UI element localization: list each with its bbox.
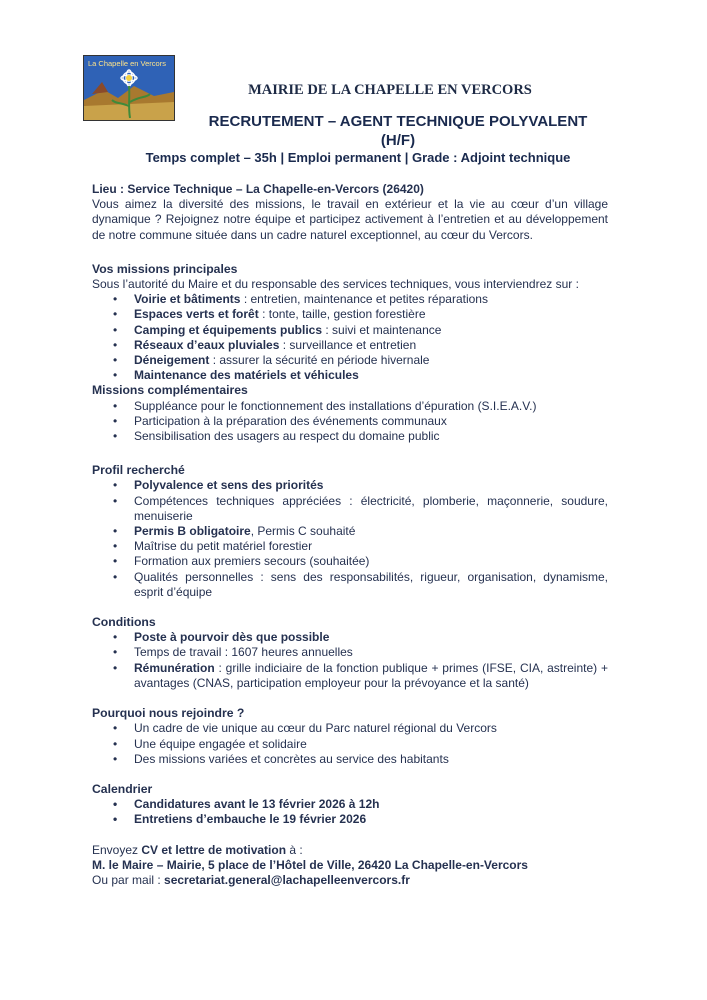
pourquoi-list [92, 721, 608, 767]
list-item: • Formation aux premiers secours (souhaitée) [92, 554, 608, 569]
list-item: • Maintenance des matériels et véhicules [92, 368, 608, 383]
email-link[interactable]: secretariat.general@lachapelleenvercors.fr [164, 872, 410, 887]
list-item: • Participation à la préparation des événements communaux [92, 414, 608, 429]
page-title [100, 112, 696, 150]
intro-paragraph: Vous aimez la diversité des missions, le travail en extérieur et la vie au cœur d’un village dynamique ? Rejoignez notre équipe et participez activement à l’entretien et au développement de notre commune située dans un cadre naturel exceptionnel, au cœur du Vercors. [92, 197, 608, 242]
conditions-heading: Conditions [92, 615, 156, 630]
complementaires-heading: Missions complémentaires [92, 383, 248, 398]
title-line-2: (H/F) [380, 132, 416, 149]
list-item: • Suppléance pour le fonctionnement des installations d’épuration (S.I.E.A.V.) [92, 399, 608, 414]
profil-heading: Profil recherché [92, 463, 185, 478]
conditions-list [92, 630, 608, 691]
pourquoi-heading: Pourquoi nous rejoindre ? [92, 706, 245, 721]
list-item: • Espaces verts et forêt : tonte, taille, gestion forestière [92, 307, 608, 322]
postal-address: M. le Maire – Mairie, 5 place de l’Hôtel de Ville, 26420 La Chapelle-en-Vercors [92, 857, 528, 872]
calendrier-heading: Calendrier [92, 781, 153, 796]
list-item: • Poste à pourvoir dès que possible [92, 630, 608, 645]
mail-line: Ou par mail : secretariat.general@lachapelleenvercors.fr [92, 872, 410, 887]
job-subtitle: Temps complet – 35h | Emploi permanent | Grade : Adjoint technique [145, 150, 571, 165]
list-item: • Qualités personnelles : sens des responsabilités, rigueur, organisation, dynamisme, esprit d’équipe [92, 570, 608, 600]
calendrier-list [92, 797, 608, 827]
list-item: • Permis B obligatoire, Permis C souhaité [92, 524, 608, 539]
list-item: • Une équipe engagée et solidaire [92, 737, 608, 752]
list-item: • Polyvalence et sens des priorités [92, 478, 608, 493]
job-offer-body [92, 182, 608, 888]
list-item: • Compétences techniques appréciées : électricité, plomberie, maçonnerie, soudure, menuiserie [92, 494, 608, 524]
list-item: • Maîtrise du petit matériel forestier [92, 539, 608, 554]
envoyez-line: Envoyez CV et lettre de motivation à : [92, 842, 303, 857]
list-item: • Sensibilisation des usagers au respect du domaine public [92, 429, 608, 444]
logo-text: La Chapelle en Vercors [88, 59, 166, 68]
profil-list [92, 478, 608, 600]
list-item: • Des missions variées et concrètes au service des habitants [92, 752, 608, 767]
list-item: • Candidatures avant le 13 février 2026 à 12h [92, 797, 608, 812]
missions-list [92, 292, 608, 383]
missions-intro: Sous l’autorité du Maire et du responsable des services techniques, vous interviendrez sur : [92, 277, 579, 292]
list-item: • Déneigement : assurer la sécurité en période hivernale [92, 353, 608, 368]
mairie-heading: MAIRIE DE LA CHAPELLE EN VERCORS [248, 82, 532, 98]
complementaires-list [92, 399, 608, 445]
title-line-1: RECRUTEMENT – AGENT TECHNIQUE POLYVALENT [208, 113, 588, 130]
list-item: • Entretiens d’embauche le 19 février 2026 [92, 812, 608, 827]
list-item: • Temps de travail : 1607 heures annuelles [92, 645, 608, 660]
list-item: • Voirie et bâtiments : entretien, maintenance et petites réparations [92, 292, 608, 307]
list-item: • Rémunération : grille indiciaire de la fonction publique + primes (IFSE, CIA, astreinte) + avantages (CNAS, participation employeur pour la prévoyance et la santé) [92, 661, 608, 691]
list-item: • Un cadre de vie unique au cœur du Parc naturel régional du Vercors [92, 721, 608, 736]
list-item: • Camping et équipements publics : suivi et maintenance [92, 323, 608, 338]
location: Lieu : Service Technique – La Chapelle-en-Vercors (26420) [92, 182, 424, 196]
missions-heading: Vos missions principales [92, 261, 238, 276]
list-item: • Réseaux d’eaux pluviales : surveillance et entretien [92, 338, 608, 353]
